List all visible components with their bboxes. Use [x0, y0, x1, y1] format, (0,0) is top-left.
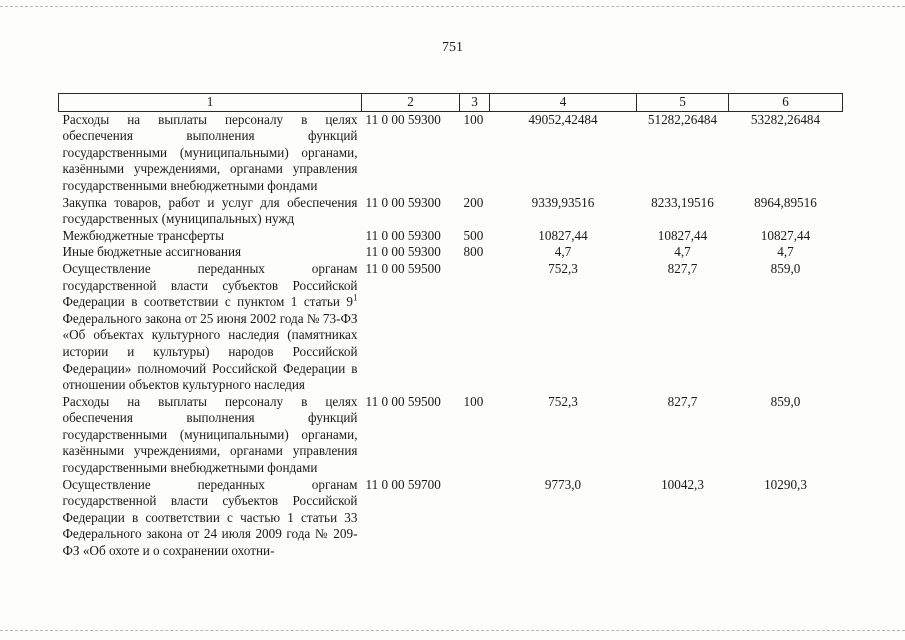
- scan-top-edge: [0, 6, 905, 7]
- table-row: [59, 477, 843, 560]
- table-row: [59, 394, 843, 477]
- row-amount-col5: 10042,3: [661, 476, 704, 492]
- row-amount-col6: 859,0: [770, 393, 801, 409]
- row-name: Расходы на выплаты персоналу в целях обеспечения выполнения функций государственными (муниципальными) органами, казёнными учреждениями, органами управления государственными внебюджетными фондами: [62, 393, 358, 476]
- row-target-code: 11 0 00 59500: [365, 393, 441, 409]
- row-amount-col6: 859,0: [770, 260, 801, 276]
- row-amount-col6: 4,7: [777, 244, 794, 260]
- row-name: [59, 261, 362, 394]
- column-header-6: 6: [729, 94, 843, 112]
- table-row: [59, 261, 843, 394]
- row-amount-col6: 8964,89516: [754, 194, 817, 210]
- row-name: Иные бюджетные ассигнования: [62, 244, 242, 260]
- row-name: Закупка товаров, работ и услуг для обеспечения государственных (муниципальных) нужд: [62, 194, 358, 227]
- row-amount-col4: 9773,0: [544, 476, 582, 492]
- row-target-code: 11 0 00 59500: [365, 260, 441, 276]
- table-row: [59, 195, 843, 228]
- row-amount-col5: 827,7: [667, 393, 698, 409]
- row-target-code: 11 0 00 59300: [365, 111, 441, 127]
- column-header-3: 3: [460, 94, 490, 112]
- row-expense-type: 800: [463, 244, 484, 260]
- row-amount-col4: 752,3: [548, 393, 578, 409]
- row-amount-col6: 10290,3: [764, 476, 807, 492]
- column-header-4: 4: [490, 94, 637, 112]
- row-expense-type: 100: [463, 393, 484, 409]
- table-row: [59, 111, 843, 194]
- row-amount-col4: 49052,42484: [528, 111, 598, 127]
- row-name: Осуществление переданных органам государственной власти субъектов Российской Федерации в соответствии с частью 1 статьи 33 Федерального закона от 24 июля 2009 года № 209-ФЗ «Об охоте и о сохранении охотни-: [62, 476, 358, 559]
- row-amount-col4: 10827,44: [538, 227, 588, 243]
- row-amount-col4: 4,7: [554, 244, 572, 260]
- scan-bottom-edge: [0, 630, 905, 631]
- row-amount-col4: 752,3: [548, 260, 578, 276]
- row-amount-col5: 827,7: [667, 260, 698, 276]
- row-amount-col5: 51282,26484: [647, 111, 718, 127]
- column-header-5: 5: [637, 94, 729, 112]
- budget-table: [58, 93, 843, 560]
- row-amount-col5: 10827,44: [657, 227, 708, 243]
- row-name-text-continued: Федерального закона от 25 июня 2002 года № 73-ФЗ «Об объектах культурного наследия (памятниках истории и культуры) народов Российской Федерации» полномочий Российской Федерации в отношении объектов культурного наследия: [62, 310, 358, 393]
- row-expense-type: 200: [463, 194, 484, 210]
- row-name: Расходы на выплаты персоналу в целях обеспечения выполнения функций государственными (муниципальными) органами, казёнными учреждениями, органами управления государственными внебюджетными фондами: [62, 111, 358, 193]
- row-target-code: 11 0 00 59700: [365, 476, 441, 492]
- page-number: 751: [442, 40, 463, 55]
- row-target-code: 11 0 00 59300: [365, 227, 441, 243]
- row-amount-col4: 9339,93516: [531, 194, 595, 210]
- table-row: [59, 228, 843, 245]
- row-amount-col6: 53282,26484: [750, 111, 821, 127]
- row-expense-type: [460, 477, 490, 560]
- row-expense-type: 100: [463, 111, 484, 127]
- column-header-1: 1: [59, 94, 362, 112]
- table-row: [59, 244, 843, 261]
- row-expense-type: [460, 261, 490, 394]
- header-row: [59, 94, 843, 112]
- column-header-2: 2: [362, 94, 460, 112]
- row-amount-col6: 10827,44: [760, 227, 811, 243]
- row-expense-type: 500: [463, 227, 484, 243]
- row-amount-col5: 8233,19516: [651, 194, 714, 210]
- row-target-code: 11 0 00 59300: [365, 194, 441, 210]
- row-name-text: Осуществление переданных органам государственной власти субъектов Российской Федерации в соответствии с пунктом 1 статьи 9: [62, 260, 358, 310]
- row-amount-col5: 4,7: [674, 244, 691, 260]
- footnote-superscript: 1: [353, 292, 358, 303]
- row-target-code: 11 0 00 59300: [365, 244, 441, 260]
- row-name: Межбюджетные трансферты: [62, 227, 224, 243]
